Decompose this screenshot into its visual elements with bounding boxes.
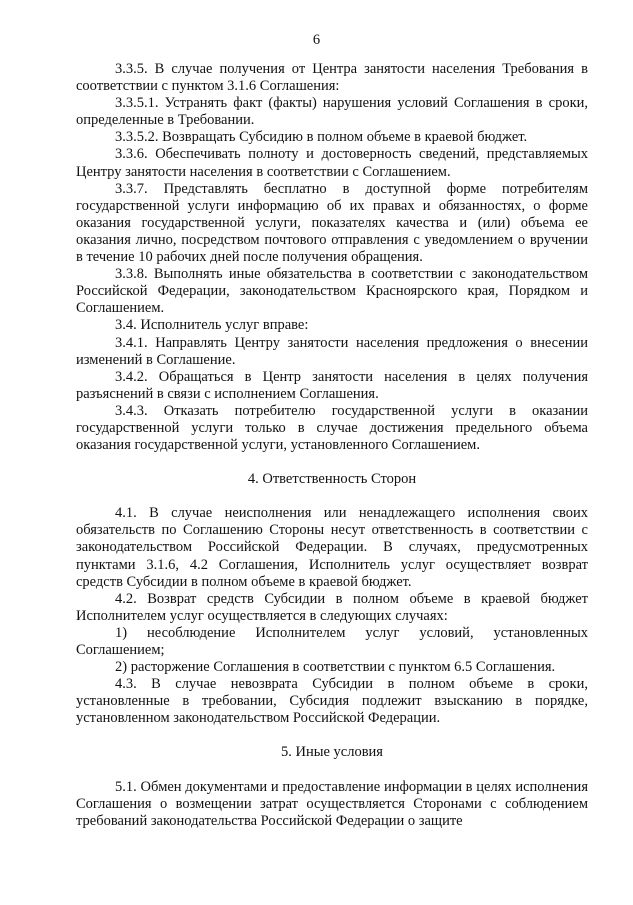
section-heading-4: 4. Ответственность Сторон	[247, 471, 417, 488]
clause-3-3-5-1: 3.3.5.1. Устранять факт (факты) нарушения условий Соглашения в сроки, определенные в Требовании.	[76, 95, 588, 129]
clause-3-3-7: 3.3.7. Представлять бесплатно в доступной форме потребителям государственной услуги информацию об их правах и обязанностях, о форме оказания государственной услуги, показателях качества и (или) объема ее оказания лично, посредством почтового отправления с уведомлением о вручении в течение 10 рабочих дней после получения обращения.	[76, 180, 588, 266]
clause-3-4-2: 3.4.2. Обращаться в Центр занятости населения в целях получения разъяснений в связи с исполнением Соглашения.	[76, 368, 588, 402]
clause-3-4-1: 3.4.1. Направлять Центру занятости населения предложения о внесении изменений в Соглашение.	[76, 334, 588, 368]
section-heading-5: 5. Иные условия	[281, 744, 383, 761]
page-number: 6	[312, 32, 321, 48]
clause-4-3: 4.3. В случае невозврата Субсидии в полном объеме в сроки, установленные в требовании, Субсидия подлежит взысканию в порядке, установленном законодательством Российской Федерации.	[76, 676, 588, 727]
clause-3-3-5-2: 3.3.5.2. Возвращать Субсидию в полном объеме в краевой бюджет.	[115, 129, 528, 146]
clause-4-2-item-1: 1) несоблюдение Исполнителем услуг условий, установленных Соглашением;	[76, 624, 588, 658]
document-body	[76, 61, 588, 830]
clause-5-1: 5.1. Обмен документами и предоставление информации в целях исполнения Соглашения о возмещении затрат осуществляется Сторонами с соблюдением требований законодательства Российской Федерации о защите	[76, 778, 588, 829]
clause-4-2-item-2: 2) расторжение Соглашения в соответствии с пунктом 6.5 Соглашения.	[115, 659, 556, 676]
clause-3-4-3: 3.4.3. Отказать потребителю государственной услуги в оказании государственной услуги только в случае достижения предельного объема оказания государственной услуги, установленного Соглашением.	[76, 402, 588, 454]
clause-4-1: 4.1. В случае неисполнения или ненадлежащего исполнения своих обязательств по Соглашению Стороны несут ответственность в соответствии с законодательством Российской Федерации. В случаях, предусмотренных пунктами 3.1.6, 4.2 Соглашения, Исполнитель услуг осуществляет возврат средств Субсидии в полном объеме в краевой бюджет.	[76, 505, 588, 590]
clause-3-3-5: 3.3.5. В случае получения от Центра занятости населения Требования в соответствии с пунктом 3.1.6 Соглашения:	[76, 61, 588, 95]
clause-4-2: 4.2. Возврат средств Субсидии в полном объеме в краевой бюджет Исполнителем услуг осуществляется в следующих случаях:	[76, 590, 588, 624]
clause-3-3-8: 3.3.8. Выполнять иные обязательства в соответствии с законодательством Российской Федерации, законодательством Красноярского края, Порядком и Соглашением.	[76, 266, 588, 317]
clause-3-4: 3.4. Исполнитель услуг вправе:	[115, 317, 309, 334]
clause-3-3-6: 3.3.6. Обеспечивать полноту и достоверность сведений, представляемых Центру занятости населения в соответствии с Соглашением.	[76, 146, 588, 180]
